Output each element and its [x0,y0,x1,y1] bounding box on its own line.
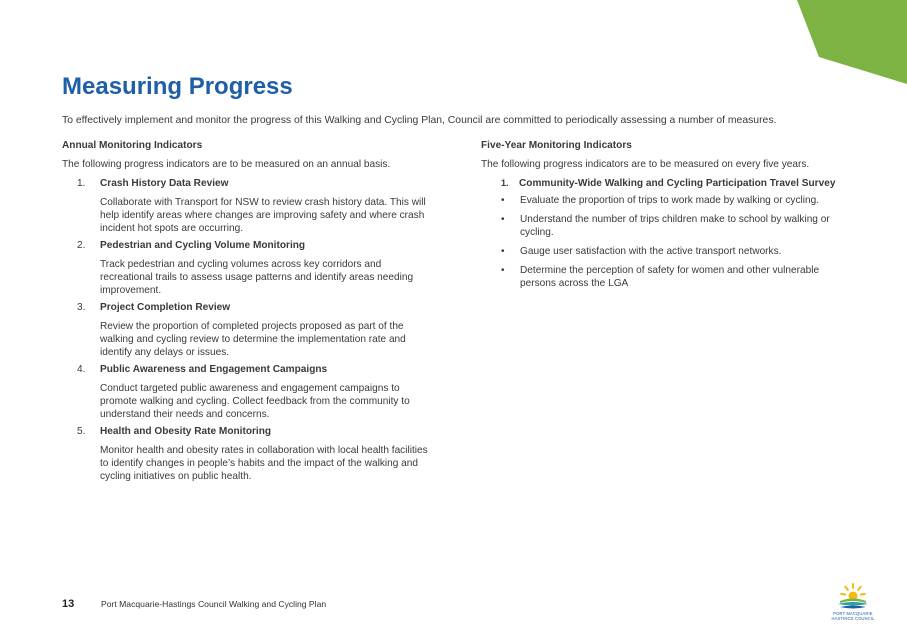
bullet-item [481,245,851,258]
annual-item-health-monitoring [62,425,434,483]
item-title: Health and Obesity Rate Monitoring [100,426,272,437]
intro-paragraph: To effectively implement and monitor the progress of this Walking and Cycling Plan, Council are committed to periodically assessing a number of measures. [62,115,777,126]
page-title: Measuring Progress [62,73,293,100]
item-title: Public Awareness and Engagement Campaigns [100,364,328,375]
bullet-text: Evaluate the proportion of trips to work made by walking or cycling. [520,195,820,206]
item-text: Review the proportion of completed projects proposed as part of the walking and cycling review to determine the implementation rate and identify any delays or issues. [100,321,406,358]
bullet-icon: • [501,195,505,206]
item-number: 1. [77,178,86,189]
annual-item-awareness-campaigns [62,363,434,421]
annual-lead: The following progress indicators are to be measured on an annual basis. [62,159,391,170]
item-title: Pedestrian and Cycling Volume Monitoring [100,240,306,251]
survey-bullet-list [481,194,851,290]
five-year-heading: Five-Year Monitoring Indicators [481,140,632,151]
annual-heading: Annual Monitoring Indicators [62,140,203,151]
footer-document-title: Port Macquarie-Hastings Council Walking and Cycling Plan [101,599,327,609]
bullet-text: Determine the perception of safety for women and other vulnerable persons across the LGA [520,265,820,289]
item-text: Collaborate with Transport for NSW to review crash history data. This will help identify areas where changes are improving safety and where crash incident hot spots are occurring. [100,197,426,234]
five-year-item-travel-survey [481,177,851,190]
page-number: 13 [62,598,75,610]
bullet-icon: • [501,214,505,225]
five-year-list [481,177,851,190]
bullet-item [481,194,851,207]
item-title: Project Completion Review [100,302,231,313]
council-logo-text [823,611,883,621]
bullet-icon: • [501,265,505,276]
logo-line-1: PORT MACQUARIE [833,611,873,616]
item-text: Conduct targeted public awareness and engagement campaigns to promote walking and cycling. Collect feedback from the community to understand their needs and concerns. [100,383,410,420]
annual-item-crash-history [62,177,434,235]
bullet-text: Understand the number of trips children make to school by walking or cycling. [520,214,830,238]
annual-indicators-section [62,139,434,487]
page-footer [62,598,326,610]
bullet-item [481,264,851,290]
annual-item-volume-monitoring [62,239,434,297]
item-title: Crash History Data Review [100,178,229,189]
item-number: 5. [77,426,86,437]
item-text: Monitor health and obesity rates in collaboration with local health facilities to identify changes in people’s habits and the impact of the walking and cycling initiatives on public health. [100,445,428,482]
green-corner-decoration [797,0,907,84]
annual-list [62,177,434,483]
bullet-item [481,213,851,239]
bullet-icon: • [501,246,505,257]
bullet-text: Gauge user satisfaction with the active transport networks. [520,246,782,257]
item-number: 4. [77,364,86,375]
item-number: 3. [77,302,86,313]
five-year-indicators-section [481,139,851,296]
annual-item-project-completion [62,301,434,359]
item-number: 1. [501,178,509,188]
logo-line-2: HASTINGS COUNCIL [831,616,875,621]
item-text: Track pedestrian and cycling volumes across key corridors and recreational trails to assess usage patterns and identify areas needing improvement. [100,259,414,296]
item-number: 2. [77,240,86,251]
item-title: Community-Wide Walking and Cycling Participation Travel Survey [519,178,836,189]
five-year-lead: The following progress indicators are to be measured on every five years. [481,159,810,170]
